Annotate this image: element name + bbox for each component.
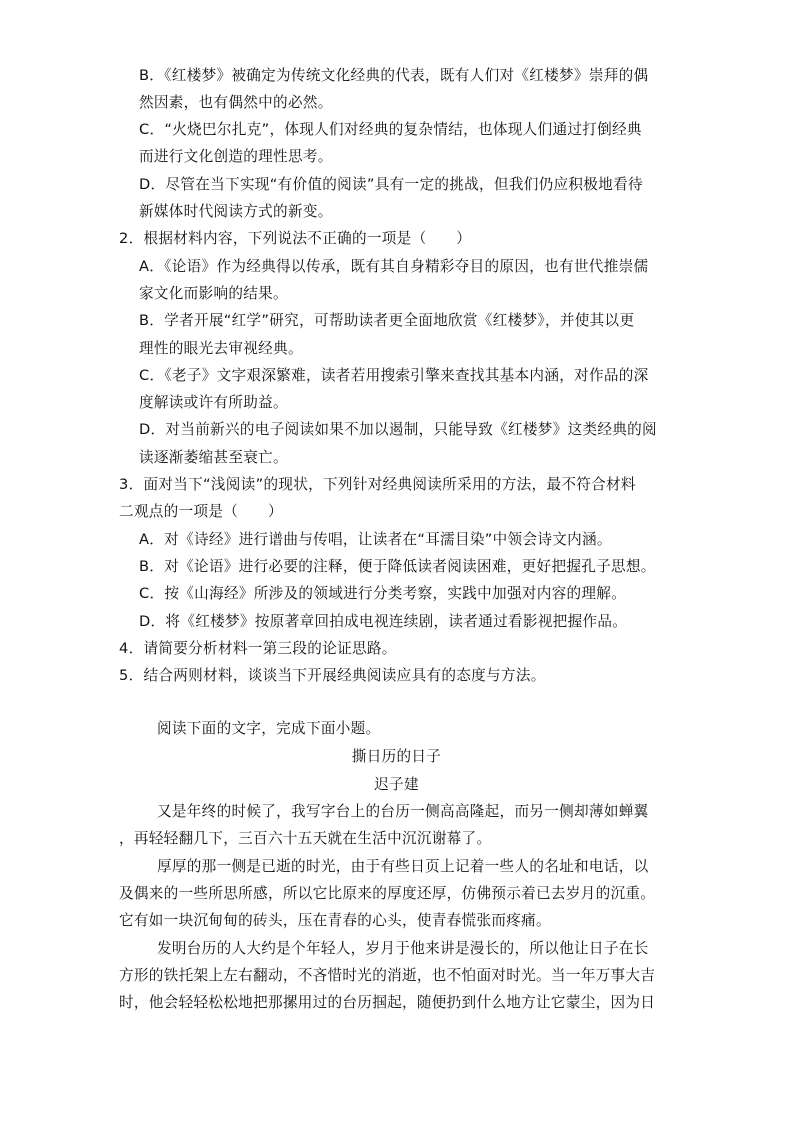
paragraph-1-line-2: ，再轻轻翻几下，三百六十五天就在生活中沉沉谢幕了。 <box>119 830 492 847</box>
essay-author: 迟子建 <box>374 776 419 793</box>
q2-option-b-line-1: B．学者开展“红学”研究，可帮助读者更全面地欣赏《红楼梦》，并使其以更 <box>139 312 635 329</box>
question-3-line-2: 二观点的一项是（ ） <box>119 503 283 520</box>
question-4: 4．请简要分析材料一第三段的论证思路。 <box>119 640 397 657</box>
paragraph-3-line-3: 时，他会轻轻松松地把那摞用过的台历掴起，随便扔到什么地方让它蒙尘，因为日 <box>119 994 656 1011</box>
option-d-line-1: D．尽管在当下实现“有价值的阅读”具有一定的挑战，但我们仍应积极地看待 <box>139 176 643 193</box>
q2-option-d-line-1: D．对当前新兴的电子阅读如果不加以遏制，只能导致《红楼梦》这类经典的阅 <box>139 421 657 438</box>
paragraph-1-line-1: 又是年终的时候了，我写字台上的台历一侧高高隆起，而另一侧却薄如蝉翼 <box>157 803 649 820</box>
paragraph-2-line-2: 及偶来的一些所思所感，所以它比原来的厚度还厚，仿佛预示着已去岁月的沉重。 <box>119 885 656 902</box>
q3-option-b: B．对《论语》进行必要的注释，便于降低读者阅读困难，更好把握孔子思想。 <box>139 558 656 575</box>
paragraph-3-line-2: 方形的铁托架上左右翻动，不吝惜时光的消逝，也不怕面对时光。当一年万事大吉 <box>119 967 656 984</box>
q2-option-a-line-1: A．《论语》作为经典得以传承，既有其自身精彩夺目的原因，也有世代推崇儒 <box>139 258 649 275</box>
question-2: 2．根据材料内容，下列说法不正确的一项是（ ） <box>119 230 472 247</box>
q2-option-d-line-2: 读逐渐萎缩甚至衰亡。 <box>139 449 288 466</box>
reading-instruction: 阅读下面的文字，完成下面小题。 <box>157 720 381 737</box>
option-c-line-2: 而进行文化创造的理性思考。 <box>139 148 333 165</box>
option-d-line-2: 新媒体时代阅读方式的新变。 <box>139 203 333 220</box>
q2-option-c-line-2: 度解读或许有所助益。 <box>139 394 288 411</box>
paragraph-2-line-3: 它有如一块沉甸甸的砖头，压在青春的心头，使青春慌张而疼痛。 <box>119 912 551 929</box>
option-b-line-2: 然因素，也有偶然中的必然。 <box>139 94 333 111</box>
q2-option-b-line-2: 理性的眼光去审视经典。 <box>139 340 303 357</box>
q3-option-d: D．将《红楼梦》按原著章回拍成电视连续剧，读者通过看影视把握作品。 <box>139 613 628 630</box>
q2-option-a-line-2: 家文化而影响的结果。 <box>139 285 288 302</box>
q2-option-c-line-1: C．《老子》文字艰深繁难，读者若用搜索引擎来查找其基本内涵，对作品的深 <box>139 367 649 384</box>
paragraph-2-line-1: 厚厚的那一侧是已逝的时光，由于有些日页上记着一些人的名址和电话，以 <box>157 858 649 875</box>
question-5: 5．结合两则材料，谈谈当下开展经典阅读应具有的态度与方法。 <box>119 667 546 684</box>
question-3-line-1: 3．面对当下“浅阅读”的现状，下列针对经典阅读所采用的方法，最不符合材料 <box>119 476 636 493</box>
option-b-line-1: B．《红楼梦》被确定为传统文化经典的代表，既有人们对《红楼梦》崇拜的偶 <box>139 67 649 84</box>
q3-option-a: A．对《诗经》进行谱曲与传唱，让读者在“耳濡目染”中领会诗文内涵。 <box>139 531 612 548</box>
paragraph-3-line-1: 发明台历的人大约是个年轻人，岁月于他来讲是漫长的，所以他让日子在长 <box>157 940 649 957</box>
option-c-line-1: C．“火烧巴尔扎克”，体现人们对经典的复杂情结，也体现人们通过打倒经典 <box>139 121 642 138</box>
q3-option-c: C．按《山海经》所涉及的领域进行分类考察，实践中加强对内容的理解。 <box>139 585 627 602</box>
essay-title: 撕日历的日子 <box>351 748 442 765</box>
